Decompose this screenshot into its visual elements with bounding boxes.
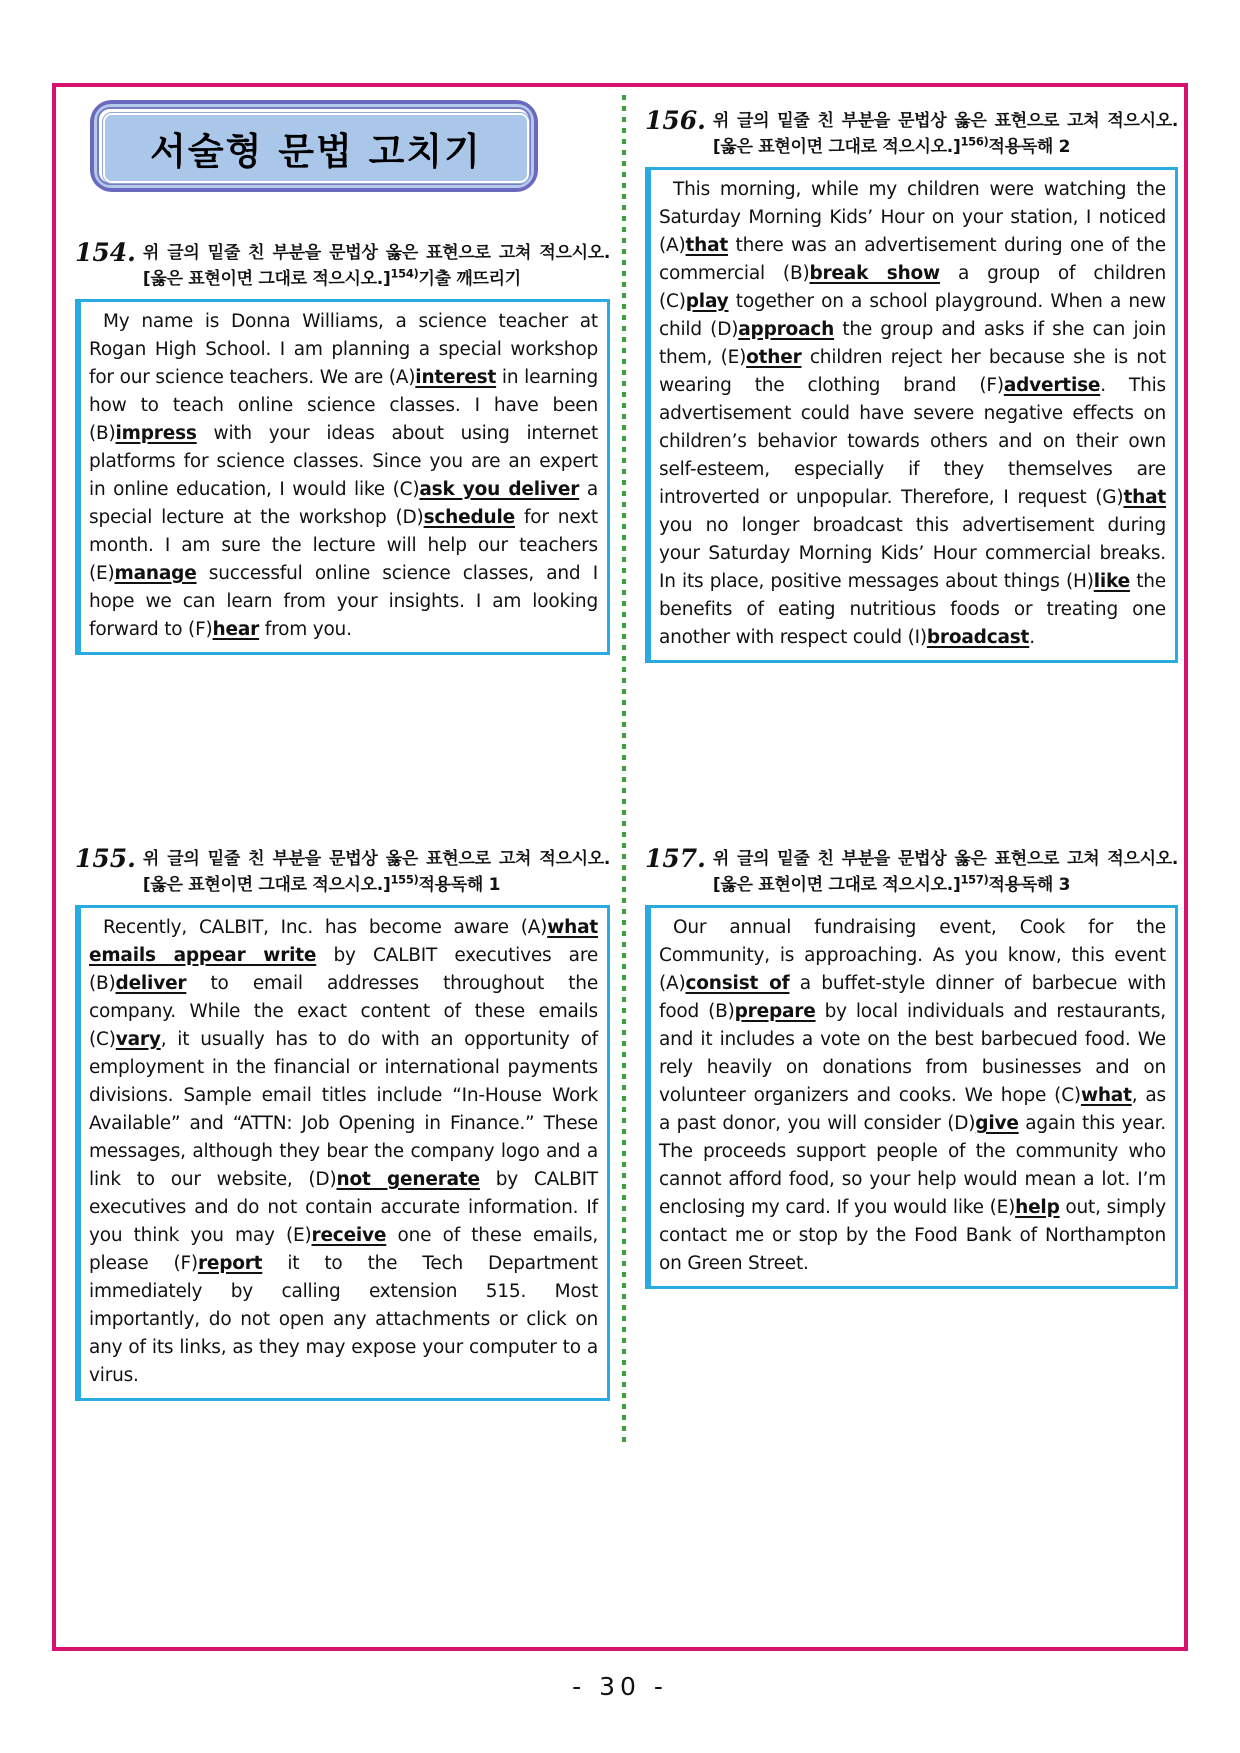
title-plate-ring-inner (97, 107, 531, 185)
problem-155-number: 155. (75, 844, 136, 873)
problem-156-passage-box (645, 167, 1178, 663)
worksheet-title: 서술형 문법 고치기 (150, 130, 482, 173)
problem-157-instruction (713, 846, 1178, 898)
problem-155-header (75, 846, 610, 898)
problem-157-passage: Our annual fundraising event, Cook for the Community, is approaching. As you know, this event (A)consist of a buffet-style dinner of barbecue with food (B)prepare by local individuals and restaurants, and it includes a vote on the best barbecued food. We rely heavily on donations from businesses and on volunteer organizers and cooks. We hope (C)what, as a past donor, you will consider (D)give again this year. The proceeds support people of the community who cannot afford food, so your help would mean a lot. I’m enclosing my card. If you would like (E)help out, simply contact me or stop by the Food Bank of Northampton on Green Street. (659, 917, 1167, 1274)
problem-154-source: 기출 깨뜨리기 (418, 269, 521, 289)
problem-155-footnote-ref: 155) (390, 872, 419, 887)
problem-155-source: 적용독해 1 (418, 875, 501, 895)
problem-154-instruction-text: 위 글의 밑줄 친 부분을 문법상 옳은 표현으로 고쳐 적으시오.[옳은 표현이면 그대로 적으시오.] (142, 243, 610, 289)
problem-155 (75, 846, 610, 1401)
problem-154-passage: My name is Donna Williams, a science teacher at Rogan High School. I am planning a special workshop for our science teachers. We are (A)interest in learning how to teach online science classes. I have been (B)impress with your ideas about using internet platforms for science classes. Since you are an expert in online education, I would like (C)ask you deliver a special lecture at the workshop (D)schedule for next month. I am sure the lecture will help our teachers (E)manage successful online science classes, and I hope we can learn from your insights. I am looking forward to (F)hear from you. (89, 311, 598, 640)
problem-156 (645, 108, 1178, 663)
column-divider (622, 95, 626, 1447)
problem-156-header (645, 108, 1178, 160)
problem-154-header (75, 240, 610, 292)
problem-154-instruction (143, 240, 610, 292)
title-plate-fill (103, 113, 529, 183)
problem-156-instruction (713, 108, 1178, 160)
problem-157-source: 적용독해 3 (988, 875, 1071, 895)
problem-156-instruction-text: 위 글의 밑줄 친 부분을 문법상 옳은 표현으로 고쳐 적으시오.[옳은 표현이면 그대로 적으시오.] (712, 111, 1178, 157)
problem-155-passage: Recently, CALBIT, Inc. has become aware (A)what emails appear write by CALBIT executives are (B)deliver to email addresses throughout the company. While the exact content of these emails (C)vary, it usually has to do with an opportunity of employment in the financial or international payments divisions. Sample email titles include “In-House Work Available” and “ATTN: Job Opening in Finance.” These messages, although they bear the company logo and a link to our website, (D)not generate by CALBIT executives and do not contain accurate information. If you think you may (E)receive one of these emails, please (F)report it to the Tech Department immediately by calling extension 515. Most importantly, do not open any attachments or click on any of its links, as they may expose your computer to a virus. (89, 917, 598, 1386)
problem-155-instruction (143, 846, 610, 898)
problem-154-number: 154. (75, 238, 136, 267)
problem-154 (75, 240, 610, 655)
problem-156-source: 적용독해 2 (988, 137, 1071, 157)
problem-154-footnote-ref: 154) (390, 266, 419, 281)
problem-155-instruction-text: 위 글의 밑줄 친 부분을 문법상 옳은 표현으로 고쳐 적으시오.[옳은 표현이면 그대로 적으시오.] (142, 849, 610, 895)
worksheet-title-plate (90, 100, 538, 192)
problem-157-passage-box (645, 905, 1178, 1289)
problem-155-passage-box (75, 905, 610, 1401)
title-plate-ring (94, 104, 534, 188)
problem-156-footnote-ref: 156) (960, 134, 989, 149)
problem-157-number: 157. (645, 844, 706, 873)
problem-157 (645, 846, 1178, 1289)
problem-157-header (645, 846, 1178, 898)
problem-157-instruction-text: 위 글의 밑줄 친 부분을 문법상 옳은 표현으로 고쳐 적으시오.[옳은 표현이면 그대로 적으시오.] (712, 849, 1178, 895)
problem-154-passage-box (75, 299, 610, 655)
problem-156-number: 156. (645, 106, 706, 135)
problem-157-footnote-ref: 157) (960, 872, 989, 887)
page-number: - 30 - (572, 1672, 668, 1701)
problem-156-passage: This morning, while my children were watching the Saturday Morning Kids’ Hour on your station, I noticed (A)that there was an advertisement during one of the commercial (B)break show a group of children (C)play together on a school playground. When a new child (D)approach the group and asks if she can join them, (E)other children reject her because she is not wearing the clothing brand (F)advertise. This advertisement could have severe negative effects on children’s behavior towards others and on their own self-esteem, especially if they themselves are introverted or unpopular. Therefore, I request (G)that you no longer broadcast this advertisement during your Saturday Morning Kids’ Hour commercial breaks. In its place, positive messages about things (H)like the benefits of eating nutritious foods or treating one another with respect could (I)broadcast. (659, 179, 1167, 648)
